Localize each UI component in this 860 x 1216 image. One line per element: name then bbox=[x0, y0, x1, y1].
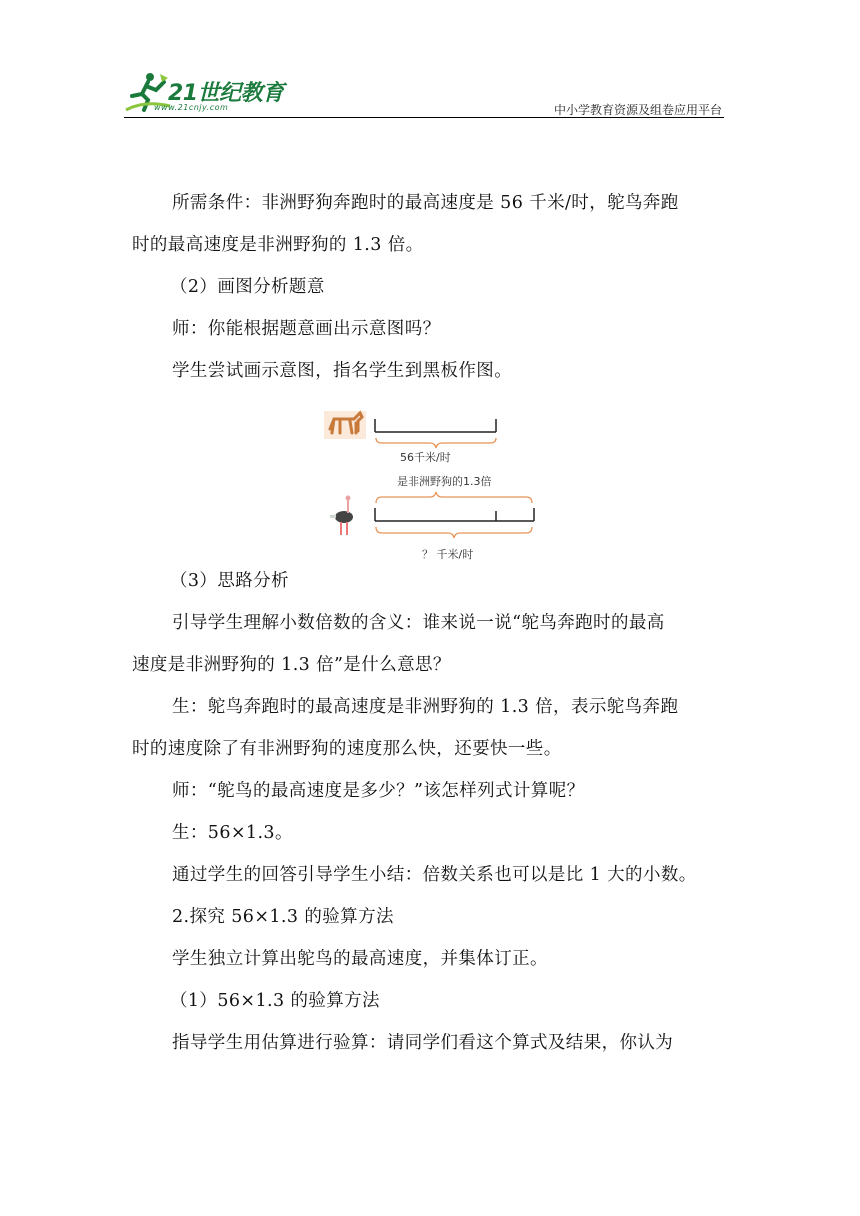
paragraph-teacher-how: 师：“鸵鸟的最高速度是多少？”该怎样列式计算呢？ bbox=[172, 781, 585, 801]
relation-label: 是非洲野狗的1.3倍 bbox=[397, 475, 492, 488]
paragraph-conditions-line1: 所需条件：非洲野狗奔跑时的最高速度是 56 千米/时，鸵鸟奔跑 bbox=[172, 193, 679, 213]
paragraph-guide-line2: 速度是非洲野狗的 1.3 倍”是什么意思？ bbox=[132, 655, 451, 675]
logo-text: 21世纪教育 bbox=[168, 81, 284, 106]
paragraph-independent-calc: 学生独立计算出鸵鸟的最高速度，并集体订正。 bbox=[172, 949, 548, 969]
diagram-svg bbox=[320, 405, 550, 570]
heading-draw-analysis: （2）画图分析题意 bbox=[170, 277, 325, 297]
paragraph-conditions-line2: 时的最高速度是非洲野狗的 1.3 倍。 bbox=[132, 235, 424, 255]
ostrich-brace bbox=[376, 527, 532, 538]
dog-icon bbox=[324, 411, 366, 439]
dog-brace bbox=[376, 438, 496, 448]
paragraph-estimate: 指导学生用估算进行验算：请同学们看这个算式及结果，你认为 bbox=[172, 1033, 674, 1053]
heading-thinking-analysis: （3）思路分析 bbox=[170, 571, 289, 591]
document-body bbox=[132, 182, 732, 1064]
site-logo bbox=[124, 70, 294, 116]
ostrich-segment bbox=[375, 508, 534, 521]
platform-caption: 中小学教育资源及组卷应用平台 bbox=[553, 103, 722, 117]
logo-url: www.21cnjy.com bbox=[154, 103, 229, 112]
dog-speed-label: 56千米/时 bbox=[400, 451, 451, 464]
paragraph-student-answer-line1: 生：鸵鸟奔跑时的最高速度是非洲野狗的 1.3 倍，表示鸵鸟奔跑 bbox=[172, 697, 679, 717]
page-header bbox=[0, 0, 860, 130]
header-divider bbox=[124, 117, 724, 118]
paragraph-student-answer-line2: 时的速度除了有非洲野狗的速度那么快，还要快一些。 bbox=[132, 739, 562, 759]
paragraph-student-try: 学生尝试画示意图，指名学生到黑板作图。 bbox=[172, 361, 513, 381]
heading-explore: 2.探究 56×1.3 的验算方法 bbox=[172, 907, 394, 927]
heading-check-method: （1）56×1.3 的验算方法 bbox=[170, 991, 380, 1011]
paragraph-guide-line1: 引导学生理解小数倍数的含义：谁来说一说“鸵鸟奔跑时的最高 bbox=[172, 613, 665, 633]
dog-segment bbox=[375, 419, 496, 432]
paragraph-student-formula: 生：56×1.3。 bbox=[172, 823, 293, 843]
line-segment-diagram bbox=[320, 405, 550, 570]
ostrich-speed-label: ？ 千米/时 bbox=[422, 548, 474, 561]
paragraph-teacher-question: 师：你能根据题意画出示意图吗？ bbox=[172, 319, 441, 339]
paragraph-summary: 通过学生的回答引导学生小结：倍数关系也可以是比 1 大的小数。 bbox=[172, 865, 697, 885]
relation-brace bbox=[376, 492, 532, 503]
ostrich-icon bbox=[330, 496, 353, 536]
